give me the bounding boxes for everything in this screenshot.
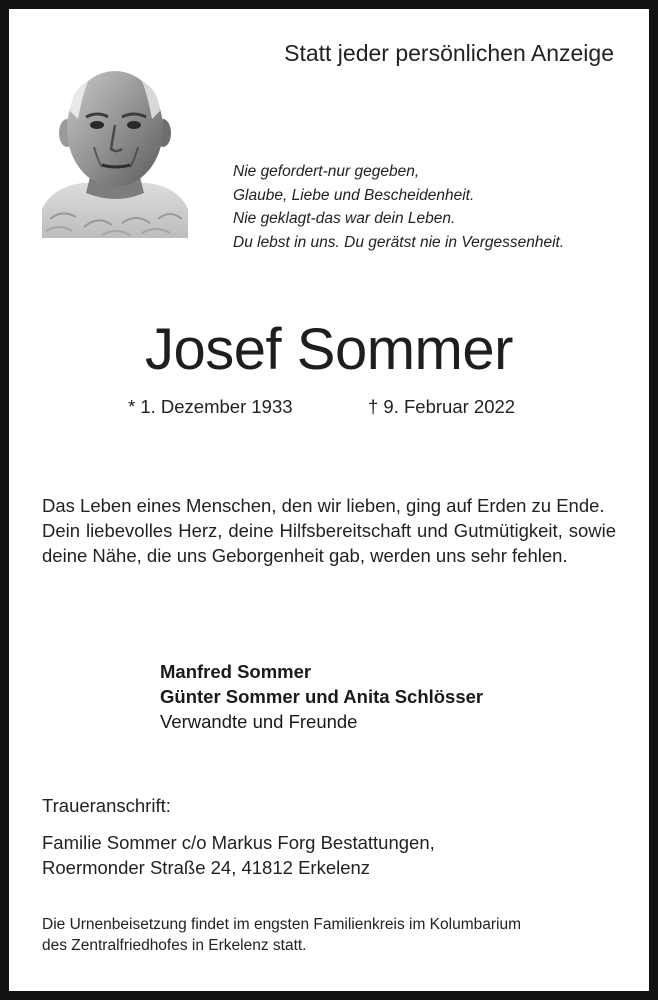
mourners-list [160, 659, 483, 734]
mourning-address [42, 793, 435, 880]
poem-line: Du lebst in uns. Du gerätst nie in Vergessenheit. [233, 233, 565, 251]
portrait-photo-icon [42, 59, 188, 238]
deceased-name: Josef Sommer [145, 317, 513, 382]
birth-date: * 1. Dezember 1933 [128, 396, 293, 417]
address-line: Roermonder Straße 24, 41812 Erkelenz [42, 857, 371, 878]
address-label: Traueranschrift: [42, 795, 171, 816]
mourner-group: Verwandte und Freunde [160, 711, 358, 732]
portrait-photo [42, 59, 188, 238]
address-line: Familie Sommer c/o Markus Forg Bestattungen, [42, 832, 435, 853]
message-paragraph: Dein liebevolles Herz, deine Hilfsbereitschaft und Gutmütigkeit, sowie deine Nähe, die uns Geborgenheit gab, werden uns sehr fehlen. [42, 520, 616, 566]
mourner-name: Manfred Sommer [160, 661, 312, 682]
poem-line: Nie geklagt-das war dein Leben. [233, 210, 456, 227]
death-date: † 9. Februar 2022 [368, 396, 516, 417]
notice-line: Die Urnenbeisetzung findet im engsten Familienkreis im Kolumbarium [42, 916, 521, 933]
notice-line: des Zentralfriedhofes in Erkelenz statt. [42, 937, 307, 954]
poem-line: Glaube, Liebe und Bescheidenheit. [233, 186, 475, 204]
burial-notice [42, 914, 521, 956]
mourner-name: Günter Sommer und Anita Schlösser [160, 686, 484, 707]
header-title: Statt jeder persönlichen Anzeige [284, 40, 614, 66]
memorial-message [42, 493, 616, 568]
message-paragraph: Das Leben eines Menschen, den wir lieben, ging auf Erden zu Ende. [42, 495, 605, 516]
poem [233, 160, 564, 254]
poem-line: Nie gefordert-nur gegeben, [233, 163, 420, 180]
